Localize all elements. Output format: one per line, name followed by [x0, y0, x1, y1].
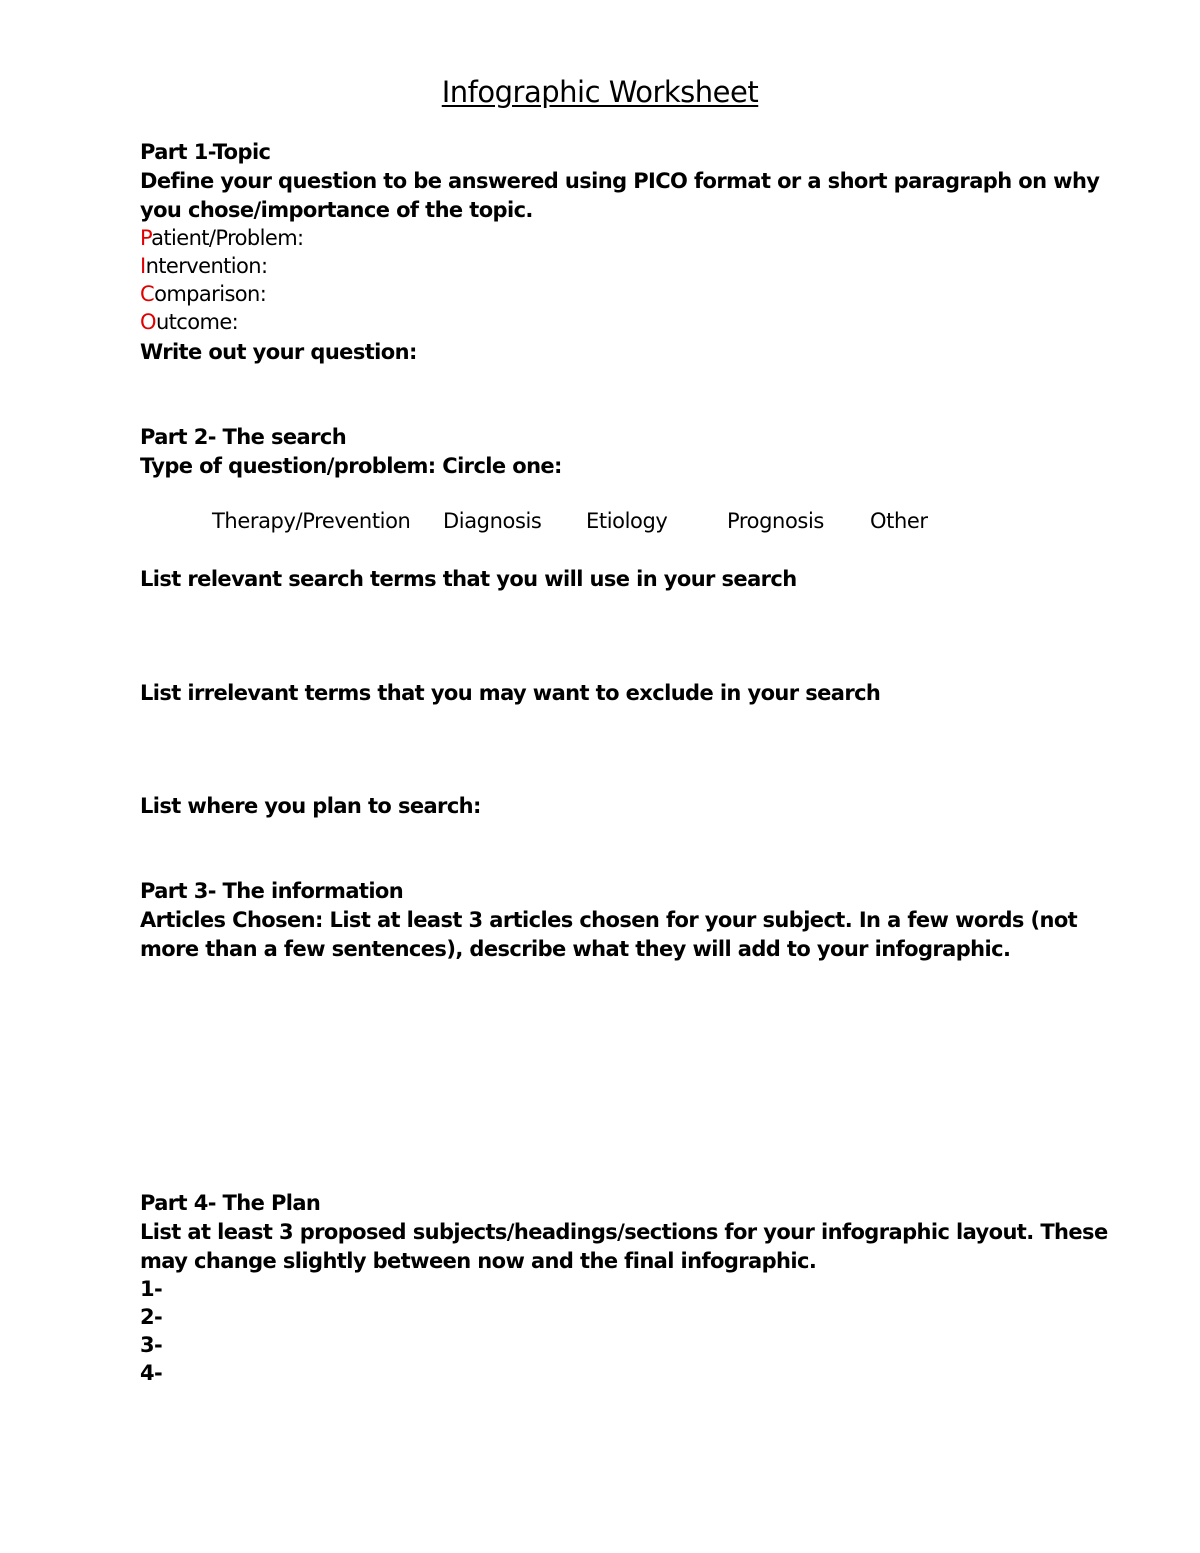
part3-instruction-line2: more than a few sentences), describe what they will add to your infographic. [140, 937, 1011, 961]
plan-item-3: 3- [140, 1333, 163, 1357]
search-location-prompt: List where you plan to search: [140, 794, 481, 818]
part1-instruction-line1: Define your question to be answered using PICO format or a short paragraph on why [140, 169, 1100, 193]
part4-instruction-line1: List at least 3 proposed subjects/headings/sections for your infographic layout. These [140, 1220, 1108, 1244]
option-therapy-prevention: Therapy/Prevention [212, 509, 411, 533]
pico-label-outcome: utcome: [155, 310, 239, 334]
part3-instruction-line1: Articles Chosen: List at least 3 articles chosen for your subject. In a few words (not [140, 908, 1078, 932]
part2-heading: Part 2- The search [140, 425, 347, 449]
part1-instruction-line2: you chose/importance of the topic. [140, 198, 533, 222]
page-title: Infographic Worksheet [441, 75, 759, 109]
plan-item-1: 1- [140, 1277, 163, 1301]
question-prompt: Write out your question: [140, 340, 417, 364]
option-other: Other [870, 509, 928, 533]
pico-intervention-row [140, 252, 267, 280]
pico-comparison-row [140, 280, 266, 308]
irrelevant-terms-prompt: List irrelevant terms that you may want to exclude in your search [140, 681, 881, 705]
part3-heading: Part 3- The information [140, 879, 404, 903]
pico-letter-p: P [140, 226, 152, 250]
pico-label-patient: atient/Problem: [151, 226, 304, 250]
question-type-prompt: Type of question/problem: Circle one: [140, 454, 562, 478]
relevant-terms-prompt: List relevant search terms that you will use in your search [140, 567, 797, 591]
option-etiology: Etiology [586, 509, 668, 533]
pico-label-intervention: ntervention: [145, 254, 268, 278]
plan-item-4: 4- [140, 1361, 163, 1385]
part1-heading: Part 1-Topic [140, 140, 271, 164]
pico-patient-row [140, 224, 304, 252]
option-diagnosis: Diagnosis [443, 509, 542, 533]
pico-letter-i: I [140, 254, 146, 278]
plan-item-2: 2- [140, 1305, 163, 1329]
option-prognosis: Prognosis [727, 509, 824, 533]
pico-letter-c: C [140, 282, 155, 306]
pico-label-comparison: omparison: [154, 282, 267, 306]
part4-instruction-line2: may change slightly between now and the final infographic. [140, 1249, 817, 1273]
pico-outcome-row [140, 308, 238, 336]
part4-heading: Part 4- The Plan [140, 1191, 321, 1215]
pico-letter-o: O [140, 310, 156, 334]
